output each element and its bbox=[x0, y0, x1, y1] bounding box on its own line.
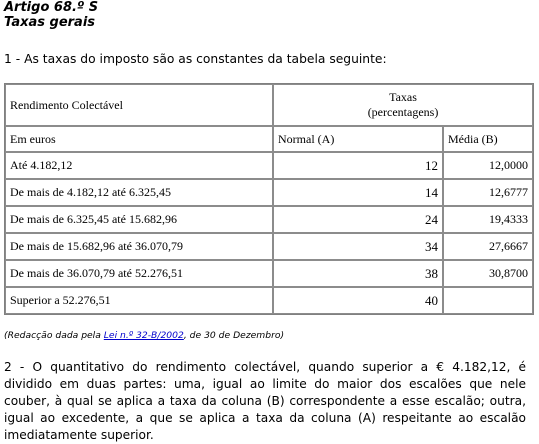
article-title: Artigo 68.º S bbox=[4, 0, 99, 15]
paragraph-2: 2 - O quantitativo do rendimento colectável, quando superior a € 4.182,12, é dividido em duas partes: uma, igual ao limite do maior dos escalões que nele couber, à qual se aplica a taxa da coluna (B) correspondente a esse escalão; outra, igual ao excedente, a que se aplica a taxa da coluna (A) respeitante ao escalão imediatamente superior. bbox=[4, 360, 526, 442]
table-row bbox=[5, 260, 533, 287]
law-link[interactable]: Lei n.º 32-B/2002 bbox=[103, 330, 184, 341]
table-row bbox=[5, 206, 533, 233]
amendment-note bbox=[4, 330, 284, 341]
header-rendimento-colectavel: Rendimento Colectável bbox=[5, 84, 273, 126]
row-bracket: Superior a 52.276,51 bbox=[5, 287, 273, 314]
row-normal-rate: 40 bbox=[273, 287, 443, 314]
row-normal-rate: 12 bbox=[273, 152, 443, 179]
row-bracket: Até 4.182,12 bbox=[5, 152, 273, 179]
table-header-row bbox=[5, 84, 533, 126]
table-row bbox=[5, 179, 533, 206]
row-normal-rate: 14 bbox=[273, 179, 443, 206]
row-average-rate bbox=[443, 287, 533, 314]
row-normal-rate: 38 bbox=[273, 260, 443, 287]
row-normal-rate: 24 bbox=[273, 206, 443, 233]
subheader-media: Média (B) bbox=[443, 126, 533, 152]
header-taxas-sub: (percentagens) bbox=[367, 105, 439, 119]
row-average-rate: 27,6667 bbox=[443, 233, 533, 260]
paragraph-1: 1 - As taxas do imposto são as constantes da tabela seguinte: bbox=[4, 52, 387, 66]
row-bracket: De mais de 36.070,79 até 52.276,51 bbox=[5, 260, 273, 287]
subheader-normal: Normal (A) bbox=[273, 126, 443, 152]
note-prefix: (Redacção dada pela bbox=[4, 330, 104, 341]
row-bracket: De mais de 15.682,96 até 36.070,79 bbox=[5, 233, 273, 260]
row-average-rate: 30,8700 bbox=[443, 260, 533, 287]
header-taxas-label: Taxas bbox=[389, 90, 417, 104]
header-taxas bbox=[273, 84, 533, 126]
table-row bbox=[5, 233, 533, 260]
table-row bbox=[5, 152, 533, 179]
row-bracket: De mais de 4.182,12 até 6.325,45 bbox=[5, 179, 273, 206]
row-bracket: De mais de 6.325,45 até 15.682,96 bbox=[5, 206, 273, 233]
note-suffix: , de 30 de Dezembro) bbox=[183, 330, 285, 341]
row-average-rate: 19,4333 bbox=[443, 206, 533, 233]
table-subheader-row bbox=[5, 126, 533, 152]
row-normal-rate: 34 bbox=[273, 233, 443, 260]
subheader-em-euros: Em euros bbox=[5, 126, 273, 152]
row-average-rate: 12,6777 bbox=[443, 179, 533, 206]
row-average-rate: 12,0000 bbox=[443, 152, 533, 179]
article-subtitle: Taxas gerais bbox=[4, 15, 96, 30]
tax-rates-table bbox=[4, 83, 534, 315]
table-row bbox=[5, 287, 533, 314]
